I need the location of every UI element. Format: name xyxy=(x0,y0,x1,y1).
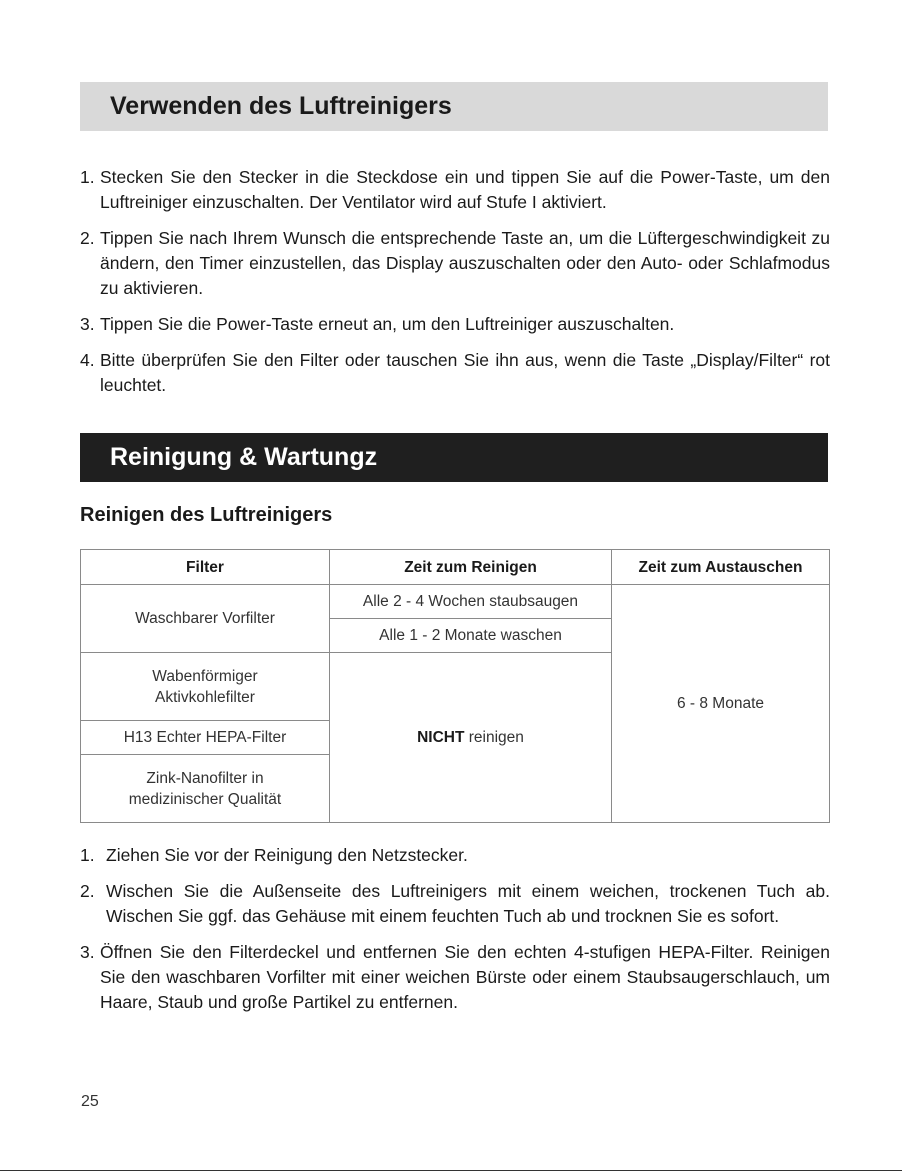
step-text: Stecken Sie den Stecker in die Steckdose ein und tippen Sie auf die Power-Taste, um den Luftreiniger einzuschalten. Der Ventilator wird auf Stufe I aktiviert. xyxy=(100,167,830,212)
footer-divider xyxy=(0,1170,902,1171)
list-item xyxy=(80,843,830,868)
section-title-usage xyxy=(80,82,828,131)
clean-time-vacuum: Alle 2 - 4 Wochen staubsaugen xyxy=(330,585,612,619)
list-item xyxy=(80,348,830,398)
step-text: Bitte überprüfen Sie den Filter oder tauschen Sie ihn aus, wenn die Taste „Display/Filter“ rot leuchtet. xyxy=(100,350,830,395)
step-number: 1. xyxy=(80,167,95,187)
header-filter: Filter xyxy=(81,550,330,585)
clean-time-wash: Alle 1 - 2 Monate waschen xyxy=(330,619,612,653)
no-clean-rest: reinigen xyxy=(464,729,524,746)
step-number: 4. xyxy=(80,350,95,370)
table-row xyxy=(81,585,830,619)
table-header-row xyxy=(81,550,830,585)
filter-prefilter: Waschbarer Vorfilter xyxy=(81,585,330,653)
replace-time-cell: 6 - 8 Monate xyxy=(612,585,830,823)
header-replace-time: Zeit zum Austauschen xyxy=(612,550,830,585)
subheading-cleaning: Reinigen des Luftreinigers xyxy=(80,504,333,526)
header-clean-time: Zeit zum Reinigen xyxy=(330,550,612,585)
filter-zinc xyxy=(81,755,330,823)
step-text: Wischen Sie die Außenseite des Luftreinigers mit einem weichen, trockenen Tuch ab. Wischen Sie ggf. das Gehäuse mit einem feuchten Tuch ab und trocknen Sie es sofort. xyxy=(106,881,830,926)
section-title-usage-text: Verwenden des Luftreinigers xyxy=(110,92,452,120)
step-text: Öffnen Sie den Filterdeckel und entfernen Sie den echten 4-stufigen HEPA-Filter. Reinigen Sie den waschbaren Vorfilter mit einer weichen Bürste oder einem Staubsaugerschlauch, um Haare, Staub und große Partikel zu entfernen. xyxy=(100,942,830,1012)
cleaning-steps-list xyxy=(80,843,830,1026)
page-number: 25 xyxy=(81,1093,99,1110)
filter-hepa: H13 Echter HEPA-Filter xyxy=(81,721,330,755)
list-item xyxy=(80,226,830,301)
step-text: Ziehen Sie vor der Reinigung den Netzstecker. xyxy=(106,845,468,865)
step-text: Tippen Sie nach Ihrem Wunsch die entsprechende Taste an, um die Lüftergeschwindigkeit zu ändern, den Timer einzustellen, das Display auszuschalten oder den Auto- oder Schlafmodus zu aktivieren. xyxy=(100,228,830,298)
step-number: 3. xyxy=(80,942,95,962)
clean-time-none xyxy=(330,653,612,823)
filter-maintenance-table xyxy=(80,549,830,823)
section-title-maintenance xyxy=(80,433,828,482)
step-number: 2. xyxy=(80,228,95,248)
list-item xyxy=(80,940,830,1015)
list-item xyxy=(80,165,830,215)
step-number: 2. xyxy=(80,881,95,901)
usage-steps-list xyxy=(80,165,830,409)
step-number: 3. xyxy=(80,314,95,334)
step-number: 1. xyxy=(80,845,95,865)
section-title-maintenance-text: Reinigung & Wartungz xyxy=(110,443,378,471)
step-text: Tippen Sie die Power-Taste erneut an, um den Luftreiniger auszuschalten. xyxy=(100,314,675,334)
filter-zinc-text: Zink-Nanofilter in medizinischer Qualität xyxy=(128,769,282,808)
filter-carbon xyxy=(81,653,330,721)
list-item xyxy=(80,879,830,929)
list-item xyxy=(80,312,830,337)
filter-carbon-text: Wabenförmiger Aktivkohlefilter xyxy=(152,667,258,706)
no-clean-bold: NICHT xyxy=(417,729,465,746)
